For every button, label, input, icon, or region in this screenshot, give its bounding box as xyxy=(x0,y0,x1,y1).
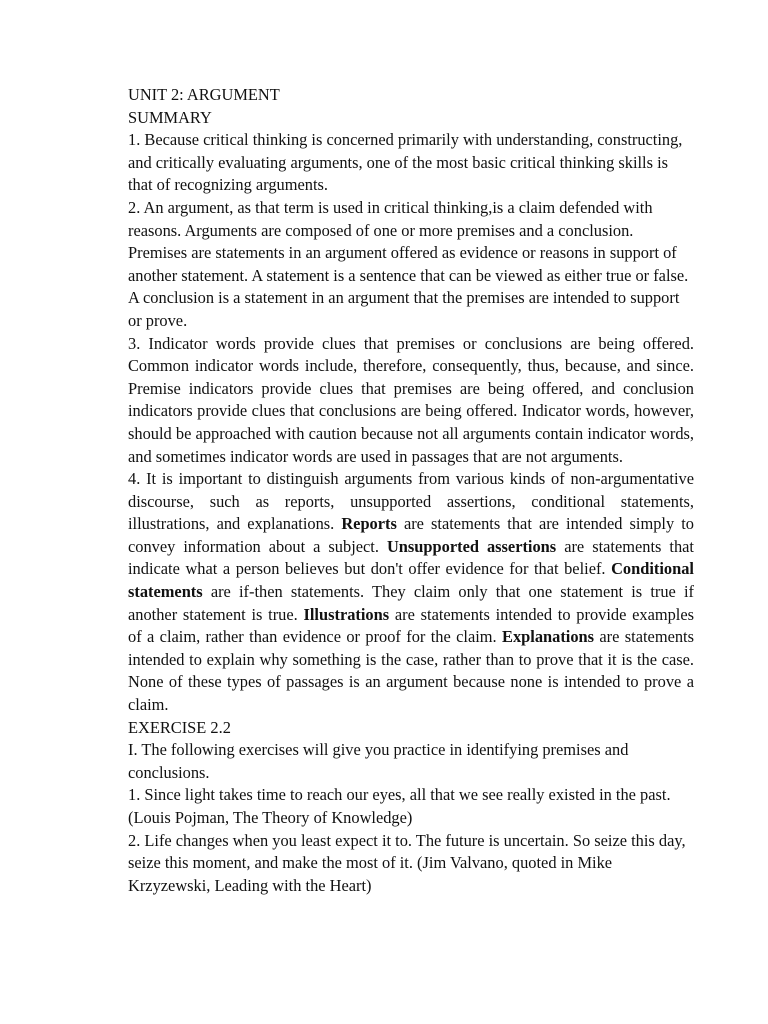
term-unsupported-assertions: Unsupported assertions xyxy=(386,536,557,556)
document-page xyxy=(128,84,694,897)
unit-title: UNIT 2: ARGUMENT xyxy=(128,85,280,104)
summary-heading: SUMMARY xyxy=(128,107,212,127)
illustrations-definition: are statements intended to provide examples of a claim, rather than evidence or proof for the claim. xyxy=(128,604,695,647)
explanations-definition: are statements intended to explain why something is the case, rather than to prove that it is the case. None of these types of passages is an argument because none is intended to prove a claim. xyxy=(128,627,694,715)
summary-point-4 xyxy=(128,468,694,717)
summary-point-3: 3. Indicator words provide clues that premises or conclusions are being offered. Common indicator words include, therefore, consequently, thus, because, and since. Premise indicators provide clues that premises are being offered, and conclusion indicators provide clues that conclusions are being offered. Indicator words, however, should be approached with caution because not all arguments contain indicator words, and sometimes indicator words are used in passages that are not arguments. xyxy=(128,333,694,466)
exercise-heading: EXERCISE 2.2 xyxy=(128,717,231,737)
term-conditional-statements: Conditional statements xyxy=(128,559,694,602)
unsupported-definition: are statements that indicate what a person believes but don't offer evidence for that belief. xyxy=(128,536,694,579)
term-illustrations: Illustrations xyxy=(303,604,390,624)
exercise-item-1: 1. Since light takes time to reach our eyes, all that we see really existed in the past. (Louis Pojman, The Theory of Knowledge) xyxy=(128,785,671,827)
summary-point-1: 1. Because critical thinking is concerned primarily with understanding, constructing, and critically evaluating arguments, one of the most basic critical thinking skills is that of recognizing arguments. xyxy=(128,130,683,195)
reports-definition: are statements that are intended simply to convey information about a subject. xyxy=(128,514,694,556)
summary-point-2: 2. An argument, as that term is used in critical thinking,is a claim defended with reasons. Arguments are composed of one or more premises and a conclusion. Premises are statements in an argument offered as evidence or reasons in support of another statement. A statement is a sentence that can be viewed as either true or false. A conclusion is a statement in an argument that the premises are intended to support or prove. xyxy=(128,197,689,330)
conditional-definition: are if-then statements. They claim only that one statement is true if another statement is true. xyxy=(128,582,694,624)
term-explanations: Explanations xyxy=(502,627,595,647)
term-reports: Reports xyxy=(341,514,397,534)
point-4-intro: 4. It is important to distinguish arguments from various kinds of non-argumentative discourse, such as reports, unsupported assertions, conditional statements, illustrations, and explanations. xyxy=(128,469,694,534)
exercise-intro: I. The following exercises will give you practice in identifying premises and conclusions. xyxy=(128,740,629,782)
exercise-item-2: 2. Life changes when you least expect it to. The future is uncertain. So seize this day, seize this moment, and make the most of it. (Jim Valvano, quoted in Mike Krzyzewski, Leading with the Heart) xyxy=(128,830,686,895)
